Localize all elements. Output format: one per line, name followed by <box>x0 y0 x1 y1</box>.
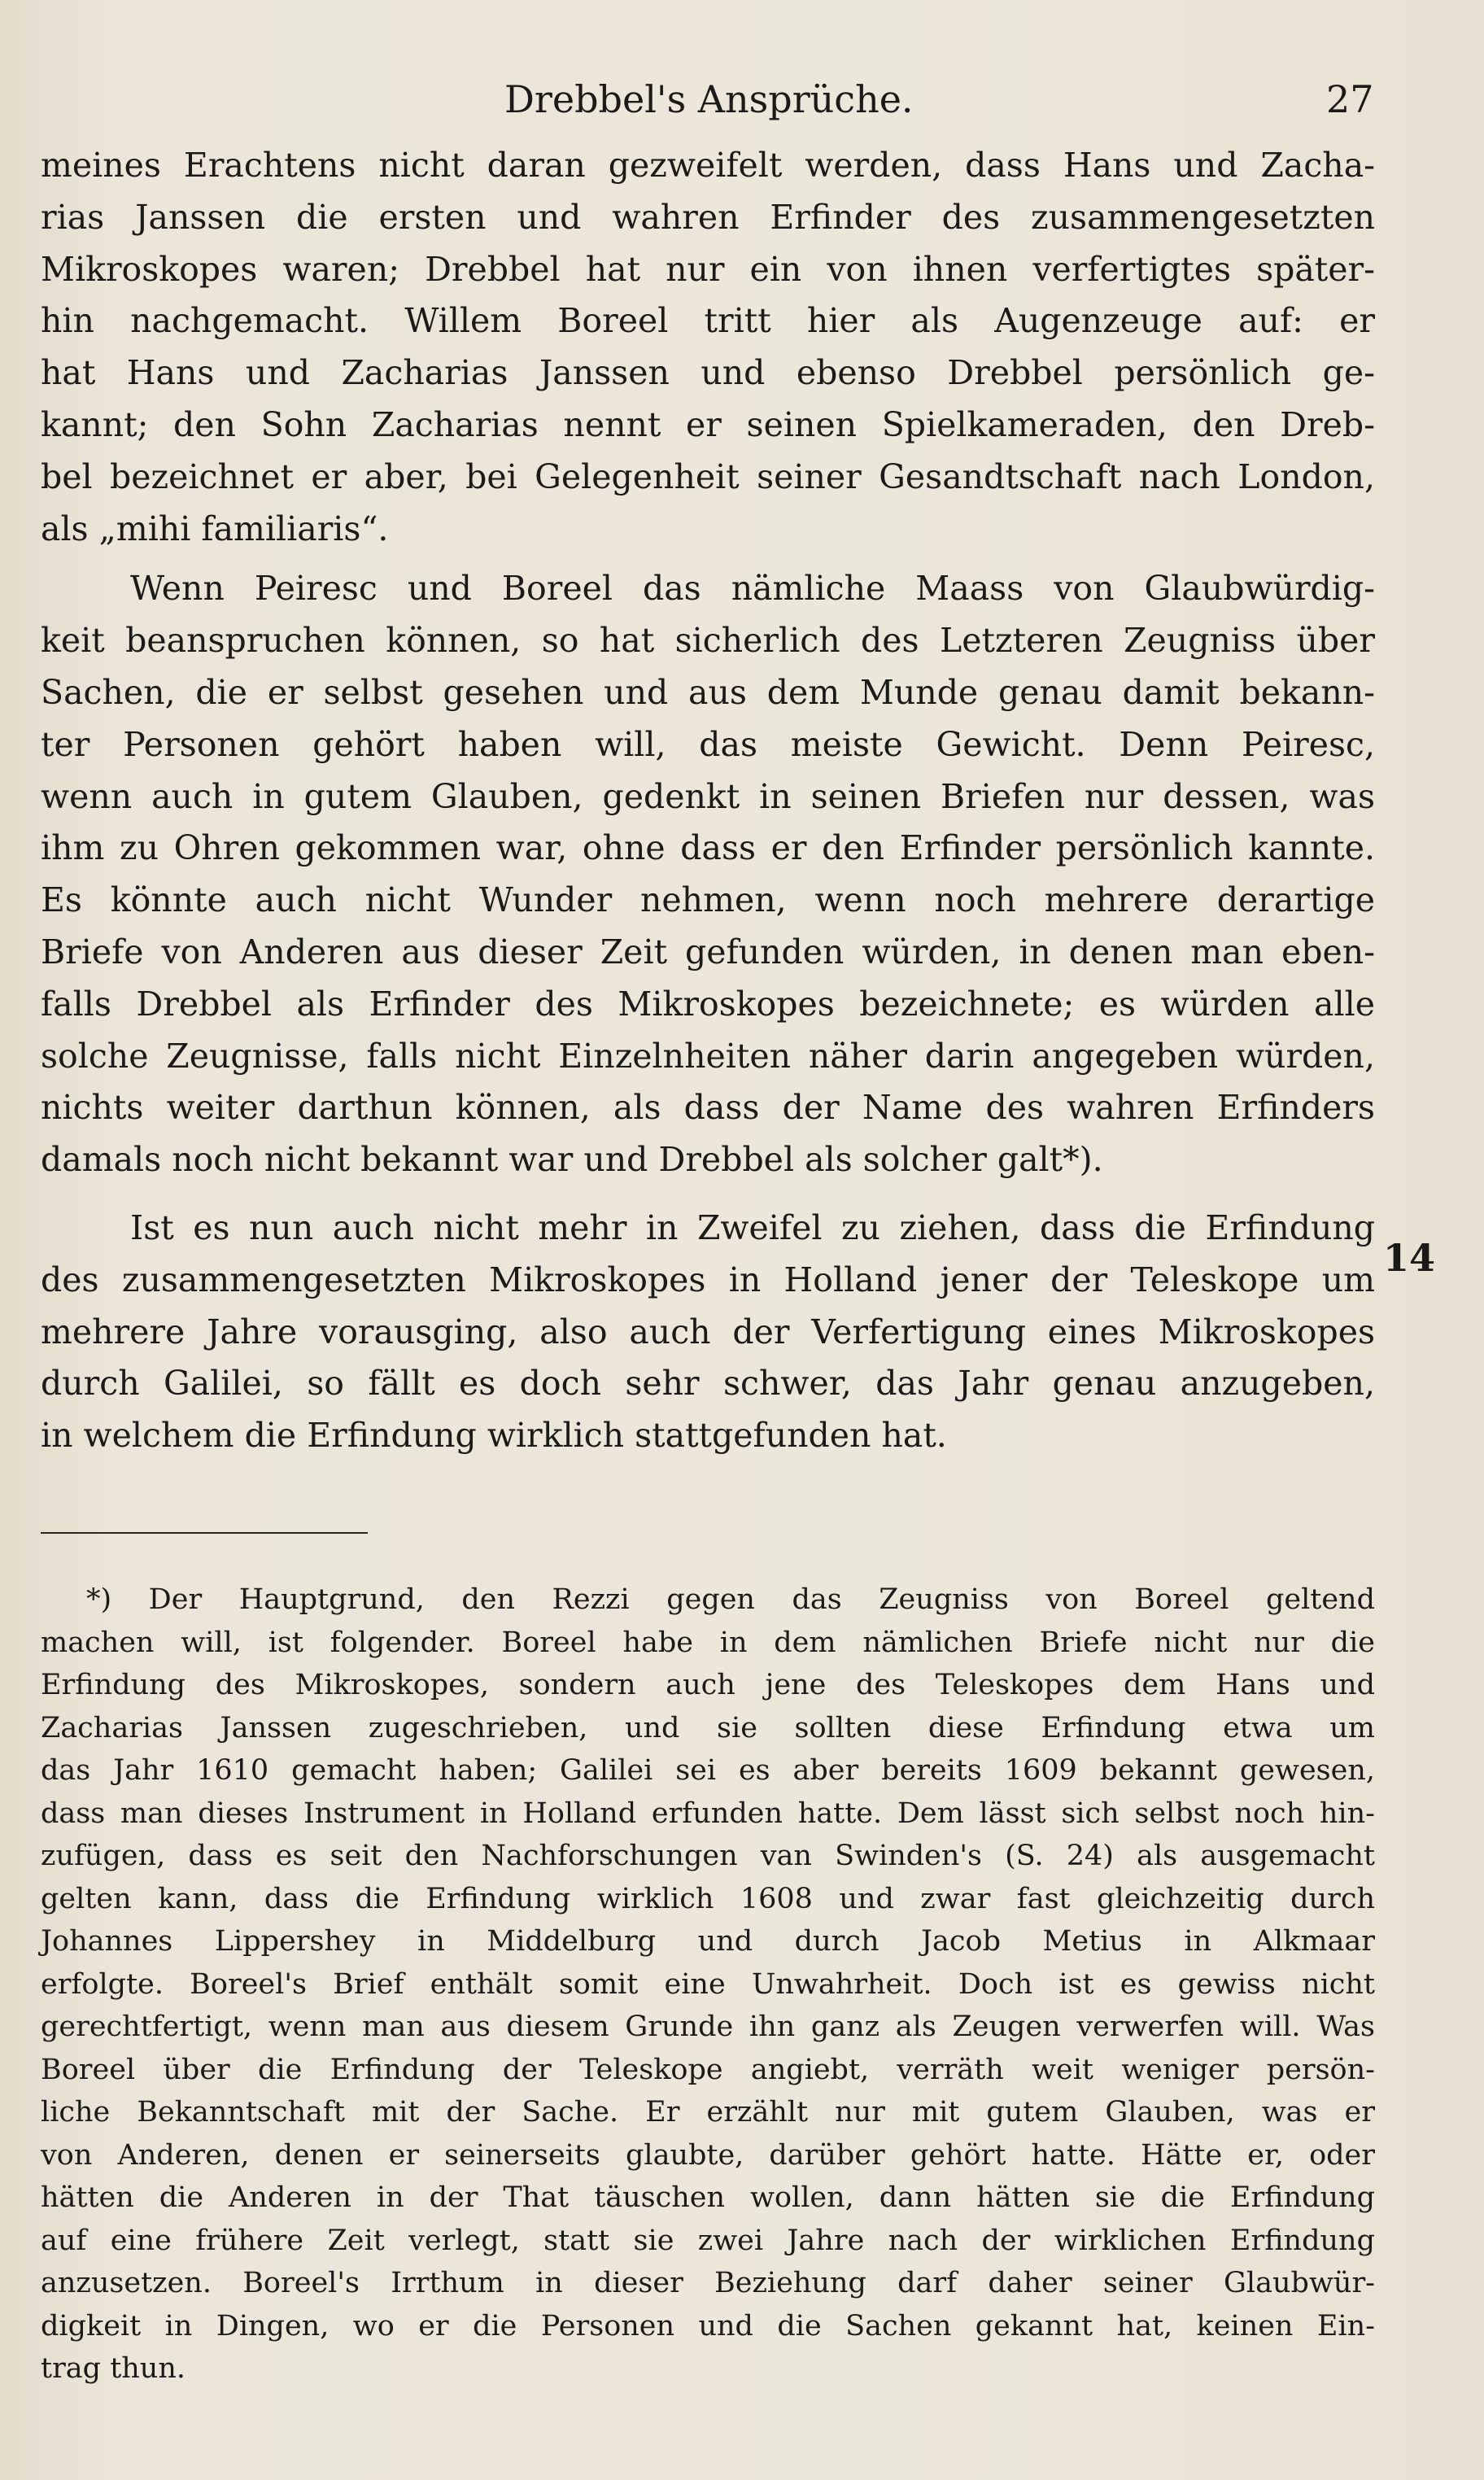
text-line: rias Janssen die ersten und wahren Erfinder des zusammengesetzten <box>41 197 1375 237</box>
footnote-line: hätten die Anderen in der That täuschen wollen, dann hätten sie die Erfindung <box>41 2181 1375 2214</box>
footnote-line: gerechtfertigt, wenn man aus diesem Grunde ihn ganz als Zeugen verwerfen will. Was <box>41 2011 1375 2043</box>
main-text <box>41 140 1375 1462</box>
text-line: durch Galilei, so fällt es doch sehr schwer, das Jahr genau anzugeben, <box>41 1364 1375 1404</box>
text-line: Briefe von Anderen aus dieser Zeit gefunden würden, in denen man eben- <box>41 932 1375 971</box>
footnote-line: trag thun. <box>41 2352 186 2385</box>
footnote-line: zufügen, dass es seit den Nachforschungen van Swinden's (S. 24) als ausgemacht <box>41 1840 1375 1872</box>
text-line: Mikroskopes waren; Drebbel hat nur ein von ihnen verfertigtes später- <box>41 249 1375 289</box>
text-line: solche Zeugnisse, falls nicht Einzelnheiten näher darin angegeben würden, <box>41 1036 1375 1076</box>
page-number: 27 <box>1326 77 1374 121</box>
footnote-line: anzusetzen. Boreel's Irrthum in dieser Beziehung darf daher seiner Glaubwür- <box>41 2267 1375 2299</box>
text-line: in welchem die Erfindung wirklich stattgefunden hat. <box>41 1416 947 1456</box>
footnote-line: machen will, ist folgender. Boreel habe in dem nämlichen Briefe nicht nur die <box>41 1626 1375 1659</box>
paragraph-gap <box>41 555 1375 563</box>
footnote-line: *) Der Hauptgrund, den Rezzi gegen das Zeugniss von Boreel geltend <box>86 1583 1375 1616</box>
footnote-divider <box>41 1532 368 1534</box>
text-line: falls Drebbel als Erfinder des Mikroskopes bezeichnete; es würden alle <box>41 984 1375 1024</box>
text-line: hin nachgemacht. Willem Boreel tritt hier als Augenzeuge auf: er <box>41 301 1375 341</box>
text-line: kannt; den Sohn Zacharias nennt er seinen Spielkameraden, den Dreb- <box>41 404 1375 444</box>
running-head-title: Drebbel's Ansprüche. <box>504 77 914 121</box>
text-line: mehrere Jahre vorausging, also auch der Verfertigung eines Mikroskopes <box>41 1312 1375 1351</box>
margin-note-number: 14 <box>1383 1236 1436 1280</box>
paragraph-1 <box>41 140 1375 555</box>
footnote-line: auf eine frühere Zeit verlegt, statt sie zwei Jahre nach der wirklichen Erfindung <box>41 2224 1375 2257</box>
text-line: ihm zu Ohren gekommen war, ohne dass er den Erfinder persönlich kannte. <box>41 828 1375 868</box>
footnote <box>41 1578 1375 2390</box>
footnote-line: Johannes Lippershey in Middelburg und durch Jacob Metius in Alkmaar <box>41 1925 1375 1958</box>
footnote-line: dass man dieses Instrument in Holland erfunden hatte. Dem lässt sich selbst noch hin- <box>41 1797 1375 1830</box>
text-line: nichts weiter darthun können, als dass der Name des wahren Erfinders <box>41 1088 1375 1128</box>
text-line: bel bezeichnet er aber, bei Gelegenheit seiner Gesandtschaft nach London, <box>41 456 1375 496</box>
footnote-line: Zacharias Janssen zugeschrieben, und sie sollten diese Erfindung etwa um <box>41 1711 1375 1744</box>
running-head <box>0 75 1484 132</box>
paragraph-2 <box>41 563 1375 1186</box>
text-line: meines Erachtens nicht daran gezweifelt werden, dass Hans und Zacha- <box>41 146 1375 185</box>
text-line: als „mihi familiaris“. <box>41 509 389 548</box>
paragraph-3 <box>41 1203 1375 1462</box>
footnote-line: von Anderen, denen er seinerseits glaubte, darüber gehört hatte. Hätte er, oder <box>41 2138 1375 2172</box>
text-line: Sachen, die er selbst gesehen und aus dem Munde genau damit bekann- <box>41 672 1375 712</box>
text-line: ter Personen gehört haben will, das meiste Gewicht. Denn Peiresc, <box>41 724 1375 764</box>
footnote-line: digkeit in Dingen, wo er die Personen und die Sachen gekannt hat, keinen Ein- <box>41 2309 1375 2342</box>
footnote-line: Boreel über die Erfindung der Teleskope angiebt, verräth weit weniger persön- <box>41 2053 1375 2086</box>
footnote-line: Erfindung des Mikroskopes, sondern auch jene des Teleskopes dem Hans und <box>41 1669 1375 1701</box>
text-line: des zusammengesetzten Mikroskopes in Holland jener der Teleskope um <box>41 1260 1375 1299</box>
paragraph-gap <box>41 1186 1375 1203</box>
footnote-line: gelten kann, dass die Erfindung wirklich 1608 und zwar fast gleichzeitig durch <box>41 1882 1375 1915</box>
text-line: keit beanspruchen können, so hat sicherlich des Letzteren Zeugniss über <box>41 621 1375 661</box>
text-line: damals noch nicht bekannt war und Drebbel als solcher galt*). <box>41 1140 1103 1180</box>
text-line: Wenn Peiresc und Boreel das nämliche Maass von Glaubwürdig- <box>130 569 1375 609</box>
text-line: hat Hans und Zacharias Janssen und ebenso Drebbel persönlich ge- <box>41 353 1375 393</box>
text-line: Ist es nun auch nicht mehr in Zweifel zu ziehen, dass die Erfindung <box>130 1207 1375 1247</box>
footnote-line: das Jahr 1610 gemacht haben; Galilei sei es aber bereits 1609 bekannt gewesen, <box>41 1754 1375 1787</box>
text-line: Es könnte auch nicht Wunder nehmen, wenn noch mehrere derartige <box>41 880 1375 920</box>
footnote-line: erfolgte. Boreel's Brief enthält somit eine Unwahrheit. Doch ist es gewiss nicht <box>41 1967 1375 2001</box>
text-line: wenn auch in gutem Glauben, gedenkt in seinen Briefen nur dessen, was <box>41 776 1375 816</box>
footnote-line: liche Bekanntschaft mit der Sache. Er erzählt nur mit gutem Glauben, was er <box>41 2096 1375 2129</box>
